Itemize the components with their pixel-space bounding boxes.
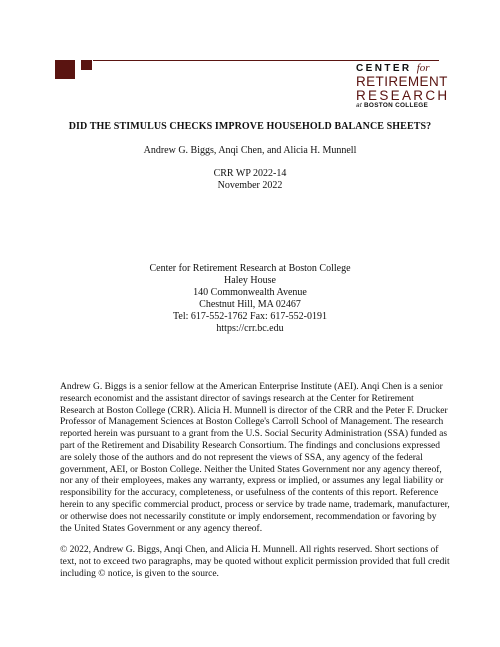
address-org: Center for Retirement Research at Boston College <box>149 263 351 274</box>
logo-retirement-word: RETIREMENT <box>356 74 448 89</box>
logo-research-word: RESEARCH <box>356 87 450 103</box>
logo-center-word: CENTER <box>356 63 412 74</box>
address-phone-fax: Tel: 617-552-1762 Fax: 617-552-0191 <box>172 311 327 322</box>
crr-logo <box>356 62 450 109</box>
address-building: Haley House <box>224 275 276 286</box>
header-rule <box>93 60 439 61</box>
paper-authors: Andrew G. Biggs, Anqi Chen, and Alicia H. Munnell <box>143 145 357 156</box>
logo-boston-college: BOSTON COLLEGE <box>364 102 429 109</box>
copyright-paragraph: © 2022, Andrew G. Biggs, Anqi Chen, and Alicia H. Munnell. All rights reserved. Short sections of text, not to exceed two paragraphs, may be quoted without explicit permission provided that full credit including © notice, is given to the source. <box>60 545 450 579</box>
logo-at-word: at <box>356 102 362 109</box>
address-city: Chestnut Hill, MA 02467 <box>199 299 301 310</box>
paper-title: DID THE STIMULUS CHECKS IMPROVE HOUSEHOLD BALANCE SHEETS? <box>68 121 432 132</box>
address-street: 140 Commonwealth Avenue <box>193 287 307 298</box>
working-paper-number: CRR WP 2022-14 <box>213 168 287 179</box>
logo-square-large <box>55 60 75 79</box>
paper-date: November 2022 <box>217 180 283 191</box>
address-url: https://crr.bc.edu <box>216 323 284 334</box>
logo-square-small <box>81 60 92 70</box>
logo-for-word: for <box>416 62 430 74</box>
disclosure-block <box>60 382 450 581</box>
author-disclosure-paragraph: Andrew G. Biggs is a senior fellow at the American Enterprise Institute (AEI). Anqi Chen is a senior research economist and the assistant director of savings research at the Center for Retirement Research at Boston College (CRR). Alicia H. Munnell is director of the CRR and the Peter F. Drucker Professor of Management Sciences at Boston College's Carroll School of Management. The research reported herein was pursuant to a grant from the U.S. Social Security Administration (SSA) funded as part of the Retirement and Disability Research Consortium. The findings and conclusions expressed are solely those of the authors and do not represent the views of SSA, any agency of the federal government, AEI, or Boston College. Neither the United States Government nor any agency thereof, nor any of their employees, makes any warranty, express or implied, or assumes any legal liability or responsibility for the accuracy, completeness, or usefulness of the contents of this report. Reference herein to any specific commercial product, process or service by trade name, trademark, manufacturer, or otherwise does not necessarily constitute or imply endorsement, recommendation or favoring by the United States Government or any agency thereof. <box>60 382 450 534</box>
